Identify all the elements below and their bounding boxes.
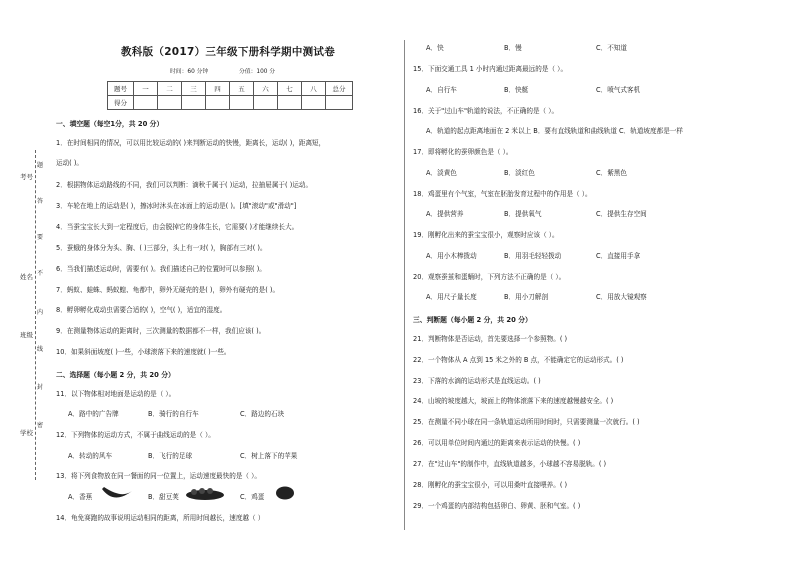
fill-question: 10．如果斜面坡度( )一些，小球滚落下来的速度就( )一些。 [56, 348, 231, 356]
option-15-b: B．快艇 [504, 86, 529, 94]
option-15-c: C．喷气式客机 [596, 86, 641, 94]
option-18-b: B．提供氧气 [504, 210, 542, 218]
margin-label-school: 学校 [20, 429, 33, 437]
score-entry-cell[interactable] [278, 96, 302, 110]
option-11-c: C．路边的石块 [240, 410, 285, 418]
fill-question: 4．当蚕宝宝长大到一定程度后，由会脱掉它的身体生长，它需要( )才能继续长大。 [56, 223, 299, 231]
option-19-a: A．用小木棒拨动 [426, 252, 477, 260]
fill-question: 9．在测量物体运动的距离时，三次测量的数据都不一样，我们应该( )。 [56, 327, 266, 335]
margin-label-class: 班级 [20, 331, 33, 339]
score-table-cell: 七 [278, 82, 302, 96]
choice-question-16: 16．关于"过山车"轨道的说法，不正确的是（ ）。 [413, 107, 559, 115]
score-table-cell: 六 [254, 82, 278, 96]
pea-pod-image [184, 486, 226, 502]
option-18-a: A．提供营养 [426, 210, 464, 218]
score-table-cell: 四 [206, 82, 230, 96]
score-entry-cell[interactable] [302, 96, 326, 110]
fill-question: 8．孵卵孵化成动虫需要合适的( )，空气( )，适宜的湿度。 [56, 306, 227, 314]
binding-char: 封 [37, 384, 44, 391]
score-table-cell: 总分 [326, 82, 353, 96]
tf-question: 24．山坡的坡度越大，坡面上的物体滚落下来的速度越慢越安全。( ) [413, 397, 614, 405]
fill-question: 运动( )。 [56, 159, 84, 167]
score-entry-cell[interactable] [254, 96, 278, 110]
score-table-cell: 题号 [108, 82, 134, 96]
score-table-score-row [108, 96, 353, 110]
option-11-a: A．路中的广告牌 [68, 410, 119, 418]
option-19-c: C．直接用手拿 [596, 252, 641, 260]
binding-char: 线 [37, 346, 44, 353]
score-entry-cell[interactable] [326, 96, 353, 110]
choice-question-17: 17．即将孵化的蚕卵颜色是（ ）。 [413, 148, 513, 156]
option-20-b: B．用小刀解剖 [504, 293, 549, 301]
option-17-c: C．紫黑色 [596, 169, 627, 177]
binding-char: 答 [37, 198, 44, 205]
option-12-a: A．转动的风车 [68, 452, 113, 460]
options-16: A．轨道的起点距离地面在 2 米以上 B．要有直线轨道和曲线轨道 C．轨道坡度都是一样 [426, 127, 683, 135]
binding-char: 密 [37, 422, 44, 429]
score-entry-cell[interactable] [182, 96, 206, 110]
score-entry-cell[interactable] [230, 96, 254, 110]
tf-question: 25．在测量不同小球在同一条轨道运动所用时间时，只需要测量一次就行。( ) [413, 418, 640, 426]
choice-question-13: 13．将下列食物放在同一餐面的同一位置上，运动速度最快的是（ ）。 [56, 472, 261, 480]
fill-question: 6．当我们描述运动时，需要有( )。我们描述自己的位置时可以参照( )。 [56, 265, 266, 273]
option-13-b: B．甜豆荚 [148, 493, 179, 501]
tf-question: 21．判断物体是否运动，首先要选择一个参照物。( ) [413, 335, 568, 343]
option-14-b: B．慢 [504, 44, 522, 52]
fill-question: 1．在时间相同的情况，可以用比较运动的( )来判断运动的快慢，距离长，运动( )，距离短， [56, 139, 326, 147]
score-table-cell: 得分 [108, 96, 134, 110]
choice-question-12: 12．下列物体的运动方式，不属于曲线运动的是（ ）。 [56, 431, 215, 439]
fill-question: 3．车轮在地上的运动是( )，擦冰时沐头在冰面上的运动是( )。[填"滚动"或"滑动"] [56, 202, 297, 210]
choice-question-20: 20．观察蚕茧和蛋蛹时，下列方法不正确的是（ ）。 [413, 273, 566, 281]
option-19-b: B．用羽毛轻轻拨动 [504, 252, 562, 260]
option-20-a: A．用尺子量长度 [426, 293, 477, 301]
score-entry-cell[interactable] [158, 96, 182, 110]
exam-time: 时间：60 分钟 [170, 69, 209, 75]
score-table-cell: 五 [230, 82, 254, 96]
margin-label-name: 姓名 [20, 273, 33, 281]
binding-dashed-line [35, 150, 36, 480]
score-table-cell: 八 [302, 82, 326, 96]
page-title: 教科版（2017）三年级下册科学期中测试卷 [121, 46, 336, 58]
choice-question-11: 11．以下物体相对地面是运动的是（ ）。 [56, 390, 176, 398]
option-15-a: A．自行车 [426, 86, 457, 94]
tf-question: 27．在"过山车"的制作中，直线轨道越多，小球越不容易脱轨。( ) [413, 460, 607, 468]
score-entry-cell[interactable] [134, 96, 158, 110]
score-table [107, 81, 353, 110]
fill-question: 2．根据物体运动路线的不同，我们可以判断：滴秋千属于( )运动，拉抽屉属于( )运动。 [56, 181, 313, 189]
tf-question: 28．刚孵化的蚕宝宝很小，可以用桑叶直接喂养。( ) [413, 481, 568, 489]
fill-question: 5．蚕蛾的身体分为头、胸、( )三部分，头上有一对( )，胸部有三对( )。 [56, 244, 267, 252]
section-title-true-false: 三、判断题（每小题 2 分，共 20 分） [413, 316, 532, 324]
tf-question: 22．一个物体从 A 点到 15 米之外的 B 点，不能确定它的运动形式。( ) [413, 356, 624, 364]
section-title-choice: 二、选择题（每小题 2 分，共 20 分） [56, 371, 175, 379]
binding-char: 要 [37, 234, 44, 241]
choice-question-14: 14．龟免赛跑的故事说明运动相同的距离，所用时间越长，速度越（ ） [56, 514, 265, 522]
column-divider [404, 40, 405, 530]
option-14-c: C．不知道 [596, 44, 627, 52]
tf-question: 26．可以用单位时间内通过的距离来表示运动的快慢。( ) [413, 439, 581, 447]
score-table-cell: 二 [158, 82, 182, 96]
choice-question-19: 19．刚孵化出来的蚕宝宝很小，观察时应该（ ）。 [413, 231, 559, 239]
binding-char: 题 [37, 162, 44, 169]
option-20-c: C．用放大镜观察 [596, 293, 647, 301]
egg-image [274, 485, 296, 501]
option-11-b: B．骑行的自行车 [148, 410, 199, 418]
option-14-a: A．快 [426, 44, 444, 52]
option-17-a: A．淡黄色 [426, 169, 457, 177]
banana-image [100, 485, 134, 505]
option-17-b: B．淡红色 [504, 169, 535, 177]
score-table-header-row [108, 82, 353, 96]
section-title-fill: 一、填空题（每空1分，共 20 分） [56, 120, 164, 128]
score-table-cell: 三 [182, 82, 206, 96]
option-12-c: C．树上落下的苹果 [240, 452, 298, 460]
option-13-c: C．鸡蛋 [240, 493, 265, 501]
binding-char: 不 [37, 270, 44, 277]
option-12-b: B．飞行的足球 [148, 452, 193, 460]
choice-question-15: 15．下面交通工具 1 小时内通过距离最远的是（ ）。 [413, 65, 568, 73]
tf-question: 29．一个鸡蛋的内部结构包括卵白、卵黄、胚和气室。( ) [413, 502, 581, 510]
binding-char: 内 [37, 309, 44, 316]
fill-question: 7．蚂蚁、蛙蛛、蚂蚁蝗、龟都中，卵外无硬壳的是( )，卵外有硬壳的是( )。 [56, 286, 280, 294]
option-13-a: A．香蕉 [68, 493, 93, 501]
choice-question-18: 18．鸡蛋里有个气室，气室在胚胎发育过程中的作用是（ ）。 [413, 190, 592, 198]
exam-total-score: 分值：100 分 [239, 69, 276, 75]
score-entry-cell[interactable] [206, 96, 230, 110]
tf-question: 23．下落的水滴的运动形式是直线运动。( ) [413, 377, 541, 385]
option-18-c: C．提供生存空间 [596, 210, 647, 218]
score-table-cell: 一 [134, 82, 158, 96]
margin-label-exam-number: 考号 [20, 173, 33, 181]
